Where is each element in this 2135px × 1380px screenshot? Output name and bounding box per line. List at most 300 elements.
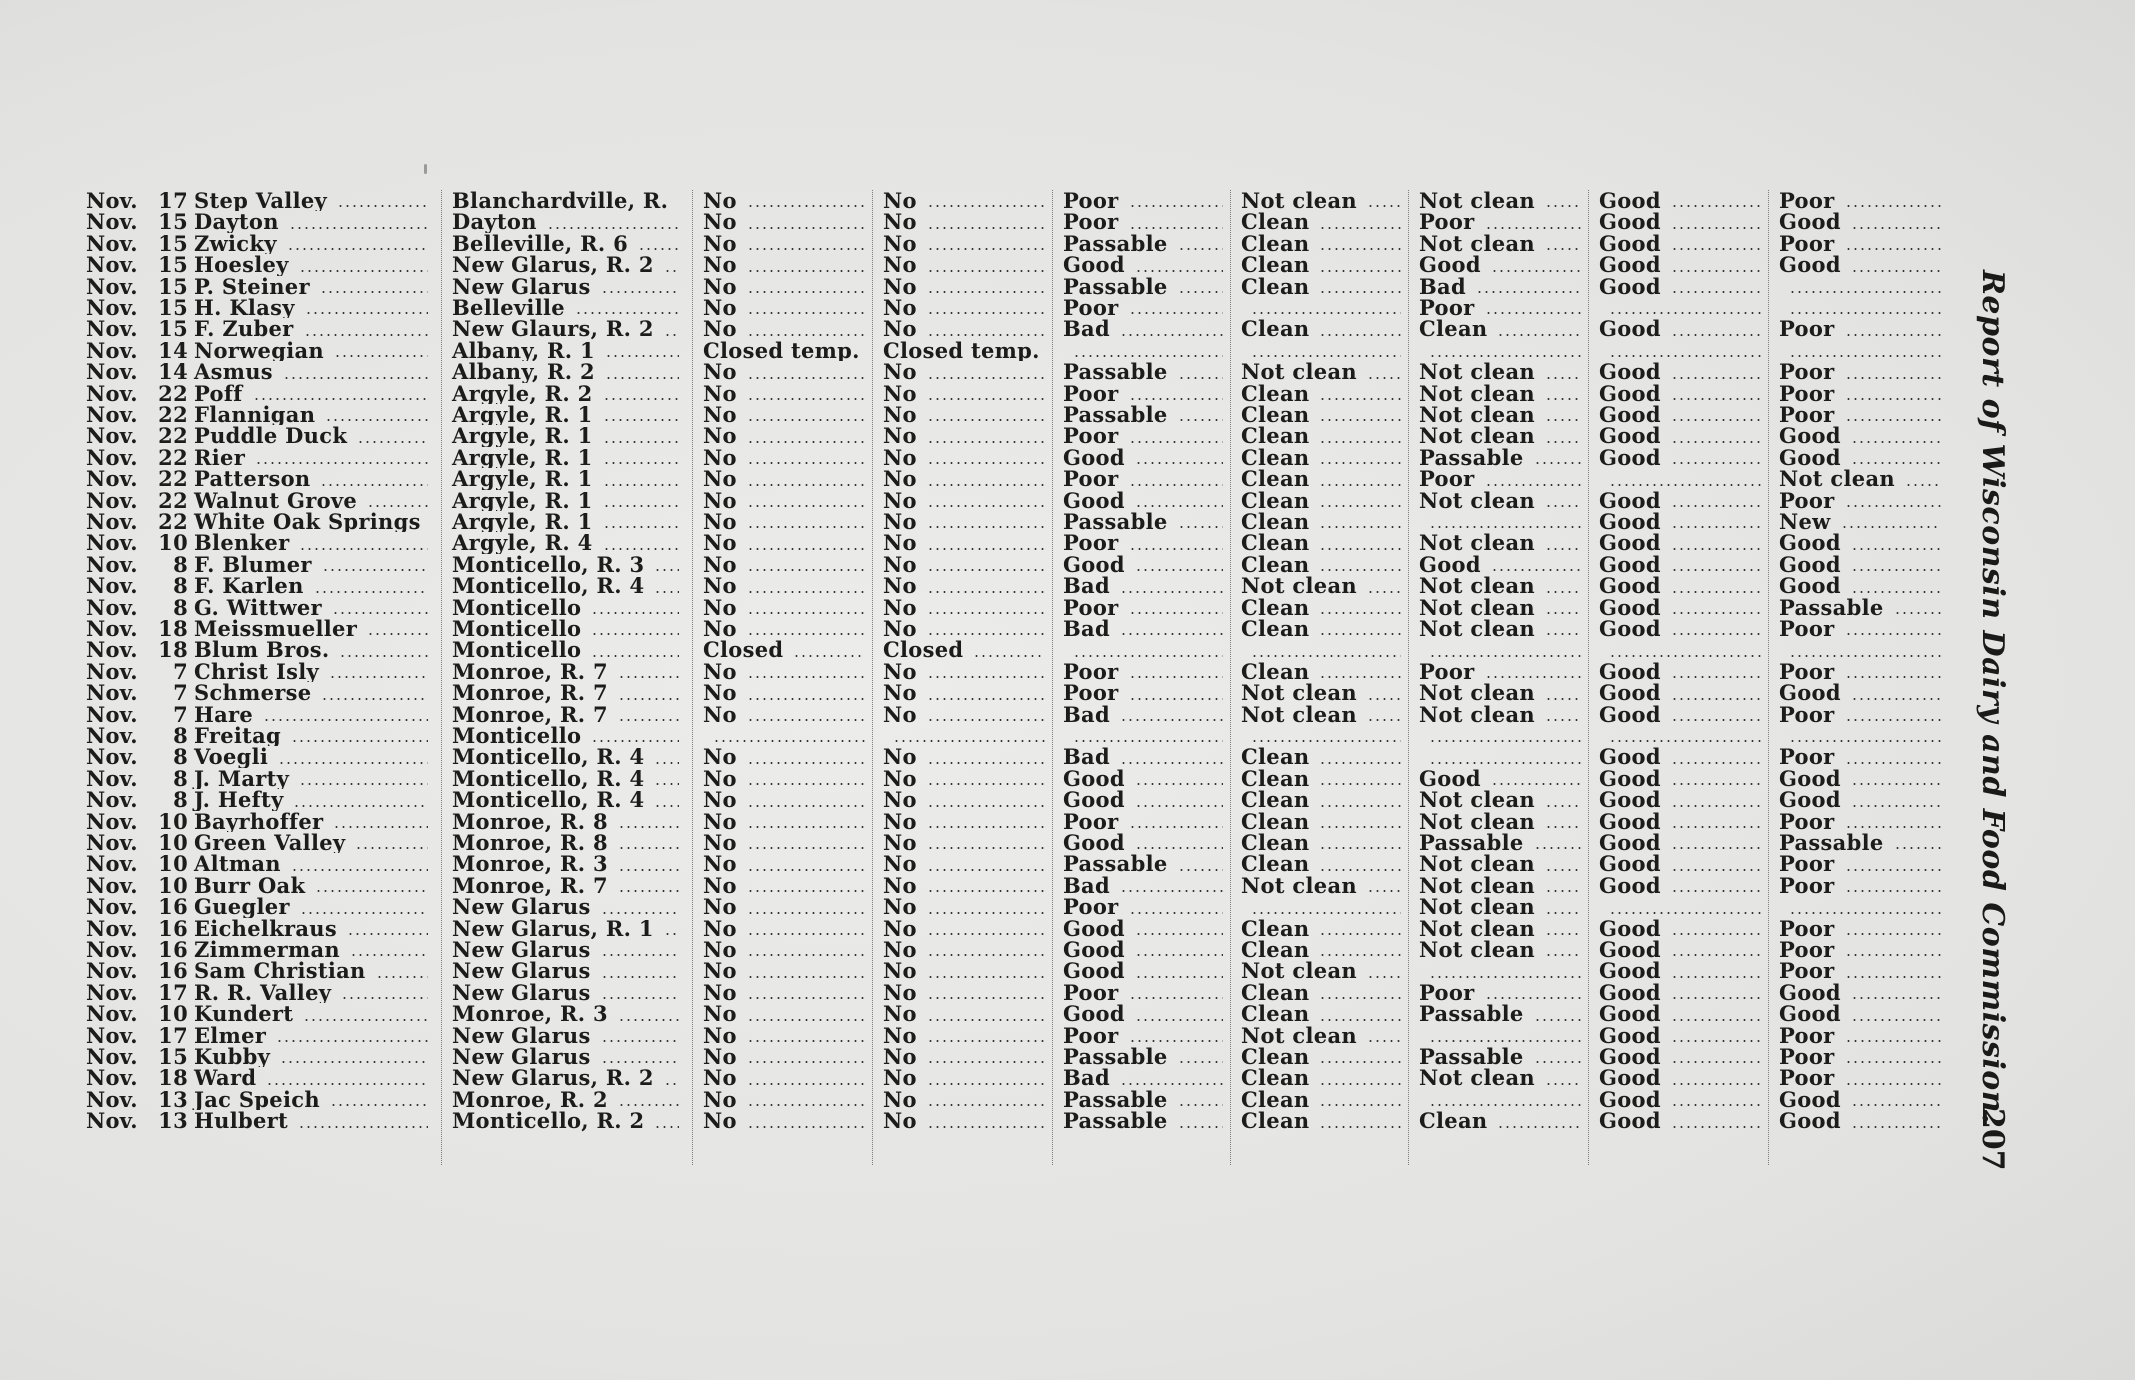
cell-text: Poor [1419,211,1475,233]
cell-location [442,875,687,896]
cell-text [1241,340,1245,361]
cell-location [442,468,687,489]
cell-text: Good [1599,361,1661,383]
cell-c8 [1589,896,1769,917]
cell-c5 [1053,361,1231,382]
cell-text: Argyle, R. 1 [452,404,593,426]
cell-c5 [1053,383,1231,404]
cell-text: Closed temp. [703,339,860,362]
cell-text: Argyle, R. 1 [452,425,593,447]
cell-text: No [883,532,917,554]
cell-text: Not clean [1419,596,1535,618]
cell-c9 [1769,254,1949,275]
cell-text: No [883,232,917,255]
cell-text [1599,725,1603,746]
month-label: Nov. [86,618,138,640]
cell-text: Poor [1779,874,1835,897]
day-label: 17 [158,981,188,1004]
cell-c3 [693,704,873,725]
cell-text: Poor [1779,618,1835,640]
cell-location [442,639,687,660]
cell-text: No [883,1067,917,1089]
day-label: 15 [158,211,188,233]
cell-c7 [1409,511,1589,532]
cell-text: Passable [1063,1088,1168,1111]
cell-text: No [883,810,917,832]
cell-c4 [873,340,1053,361]
cell-c3 [693,404,873,425]
cell-c4 [873,1110,1053,1131]
cell-text [1779,340,1783,361]
cell-c8 [1589,832,1769,853]
cell-c9 [1769,875,1949,896]
month-label: Nov. [86,190,138,212]
cell-text: Passable [1419,1003,1524,1025]
cell-c5 [1053,575,1231,596]
cell-text [1779,276,1783,297]
cell-c8 [1589,254,1769,275]
factory-name: Zimmerman [194,939,340,961]
factory-name: Walnut Grove [194,489,358,511]
cell-text: Good [1599,425,1661,447]
cell-text: Good [1599,232,1661,255]
cell-location [442,725,687,746]
cell-c8 [1589,875,1769,896]
cell-text: Poor [1063,896,1119,918]
day-label: 16 [158,896,188,918]
cell-text: Clean [1241,404,1310,426]
cell-location [442,746,687,767]
cell-text: No [703,682,737,704]
day-label: 15 [158,275,188,297]
cell-text: No [703,425,737,447]
column-c5 [1052,190,1231,1165]
cell-text: Good [1599,832,1661,854]
day-label: 18 [158,639,188,661]
cell-text: Argyle, R. 4 [452,532,593,554]
cell-c3 [693,768,873,789]
cell-c6 [1231,661,1409,682]
row-date-name [86,811,436,832]
cell-text [1419,1025,1423,1046]
cell-text: Monticello [452,596,582,618]
cell-c3 [693,297,873,318]
cell-text: Clean [1241,1110,1310,1132]
factory-name: Zwicky [194,232,277,255]
column-c9 [1768,190,1949,1165]
cell-c4 [873,682,1053,703]
cell-c3 [693,982,873,1003]
row-date-name [86,447,436,468]
month-label: Nov. [86,1067,138,1089]
row-date-name [86,425,436,446]
cell-text: Not clean [1419,425,1535,447]
row-date-name [86,939,436,960]
cell-c6 [1231,704,1409,725]
cell-c9 [1769,1003,1949,1024]
day-label: 8 [173,725,188,747]
cell-text: Passable [1419,1046,1524,1068]
cell-c3 [693,340,873,361]
cell-c8 [1589,789,1769,810]
cell-text [1599,297,1603,318]
cell-text: Good [1063,767,1125,790]
cell-text: No [883,489,917,511]
cell-text [1779,725,1783,746]
cell-text: New Glarus [452,275,591,297]
cell-text: Monroe, R. 7 [452,703,608,725]
cell-text: Good [1599,575,1661,597]
cell-text: Dayton [452,211,537,233]
cell-c5 [1053,190,1231,211]
cell-text: Good [1599,618,1661,640]
cell-text: No [883,425,917,447]
cell-c5 [1053,832,1231,853]
cell-c6 [1231,1110,1409,1131]
cell-text: Poor [1419,981,1475,1004]
month-label: Nov. [86,275,138,297]
cell-text: Good [1599,553,1661,576]
factory-name: Ward [194,1067,257,1089]
cell-c4 [873,789,1053,810]
cell-c7 [1409,211,1589,232]
cell-text: Good [1599,1003,1661,1025]
cell-c6 [1231,618,1409,639]
cell-text: New Glaurs, R. 2 [452,318,654,340]
cell-text: Not clean [1419,404,1535,426]
row-date-name [86,768,436,789]
cell-c4 [873,746,1053,767]
cell-text: No [703,810,737,832]
cell-text: Bad [1063,746,1110,768]
cell-text: No [703,361,737,383]
cell-text: No [883,767,917,790]
cell-c9 [1769,383,1949,404]
month-label: Nov. [86,660,138,683]
cell-c7 [1409,639,1589,660]
paper-smudge [424,164,427,174]
cell-text: Clean [1241,789,1310,811]
cell-text: No [703,1003,737,1025]
cell-c9 [1769,1110,1949,1131]
cell-text: Clean [1241,318,1310,340]
cell-text: No [703,1110,737,1132]
row-date-name [86,233,436,254]
day-label: 13 [158,1110,188,1132]
cell-text: Belleville [452,297,565,319]
cell-text: Passable [1779,596,1884,618]
cell-text: Clean [1241,767,1310,790]
cell-text: New Glarus, R. 2 [452,1067,654,1089]
cell-c5 [1053,1003,1231,1024]
cell-text: Good [1599,532,1661,554]
cell-c5 [1053,254,1231,275]
cell-c7 [1409,1089,1589,1110]
row-date-name [86,896,436,917]
cell-location [442,661,687,682]
cell-text: Good [1599,275,1661,297]
cell-text: Good [1599,1067,1661,1089]
cell-text: No [883,746,917,768]
cell-location [442,575,687,596]
cell-text: No [703,1046,737,1068]
cell-c8 [1589,918,1769,939]
cell-text: No [703,618,737,640]
cell-text: Poor [1779,703,1835,725]
cell-text: No [883,660,917,683]
cell-text: Not clean [1241,960,1357,982]
cell-text: Clean [1241,1088,1310,1111]
cell-c3 [693,575,873,596]
cell-c6 [1231,511,1409,532]
cell-text: Monticello, R. 4 [452,575,645,597]
cell-text: Good [1419,767,1481,790]
cell-c8 [1589,939,1769,960]
day-label: 8 [173,596,188,618]
cell-text: Good [1599,853,1661,875]
cell-c5 [1053,746,1231,767]
cell-c8 [1589,682,1769,703]
cell-c9 [1769,1067,1949,1088]
cell-text: Good [1419,254,1481,276]
cell-text: Poor [1063,682,1119,704]
cell-text: Poor [1779,853,1835,875]
cell-text: No [883,832,917,854]
cell-location [442,1067,687,1088]
cell-text: Passable [1063,853,1168,875]
cell-text: No [703,960,737,982]
cell-location [442,1003,687,1024]
cell-text: Albany, R. 1 [452,339,595,362]
cell-text: No [883,939,917,961]
cell-text: Clean [1241,532,1310,554]
day-label: 16 [158,917,188,939]
cell-text: Not clean [1419,874,1535,897]
cell-c6 [1231,811,1409,832]
cell-location [442,554,687,575]
cell-c9 [1769,918,1949,939]
cell-c3 [693,1110,873,1131]
cell-text: Poor [1063,981,1119,1004]
cell-c5 [1053,340,1231,361]
cell-c4 [873,832,1053,853]
cell-c4 [873,575,1053,596]
cell-text: Not clean [1419,682,1535,704]
month-label: Nov. [86,575,138,597]
row-date-name [86,725,436,746]
cell-text: No [703,853,737,875]
cell-text: Good [1779,425,1841,447]
cell-c9 [1769,404,1949,425]
cell-text: Good [1063,832,1125,854]
cell-text: New Glarus [452,939,591,961]
cell-text: Poor [1063,596,1119,618]
cell-c8 [1589,704,1769,725]
cell-text: Monticello, R. 2 [452,1110,645,1132]
cell-text: Good [1599,211,1661,233]
cell-c7 [1409,1025,1589,1046]
factory-name: G. Wittwer [194,596,322,618]
cell-text: Poor [1779,1024,1835,1046]
cell-c8 [1589,575,1769,596]
factory-name: Guegler [194,896,290,918]
day-label: 8 [173,553,188,576]
month-label: Nov. [86,832,138,854]
factory-name: Jac Speich [194,1088,320,1111]
cell-c5 [1053,811,1231,832]
day-label: 15 [158,297,188,319]
cell-text: No [703,489,737,511]
month-label: Nov. [86,489,138,511]
day-label: 14 [158,361,188,383]
cell-c5 [1053,682,1231,703]
cell-c6 [1231,1003,1409,1024]
cell-text: Clean [1241,618,1310,640]
cell-text: Clean [1241,446,1310,469]
factory-name: Blenker [194,532,290,554]
cell-text: Good [1599,682,1661,704]
cell-c8 [1589,960,1769,981]
day-label: 14 [158,339,188,362]
cell-c7 [1409,254,1589,275]
cell-location [442,297,687,318]
cell-text: Not clean [1419,853,1535,875]
cell-c9 [1769,661,1949,682]
cell-location [442,532,687,553]
cell-text: No [883,682,917,704]
cell-c8 [1589,853,1769,874]
row-date-name [86,511,436,532]
cell-c8 [1589,618,1769,639]
cell-text: Good [1599,489,1661,511]
cell-c4 [873,768,1053,789]
factory-name: White Oak Springs [194,511,421,533]
cell-text: Poor [1063,297,1119,319]
cell-c9 [1769,425,1949,446]
day-label: 22 [158,382,188,404]
cell-location [442,383,687,404]
cell-text: Monroe, R. 8 [452,832,608,854]
cell-text: Clean [1241,939,1310,961]
cell-c3 [693,211,873,232]
cell-c4 [873,211,1053,232]
cell-text: Not clean [1419,361,1535,383]
cell-c6 [1231,575,1409,596]
cell-text: Not clean [1419,190,1535,212]
month-label: Nov. [86,703,138,725]
cell-c4 [873,425,1053,446]
cell-c4 [873,490,1053,511]
cell-c4 [873,383,1053,404]
cell-text: Good [1063,446,1125,469]
factory-name: Dayton [194,211,279,233]
cell-c9 [1769,447,1949,468]
cell-c5 [1053,918,1231,939]
cell-text: No [883,446,917,469]
factory-name: Bayrhoffer [194,810,324,832]
cell-c7 [1409,918,1589,939]
cell-c3 [693,853,873,874]
cell-text: No [703,896,737,918]
column-c6 [1230,190,1409,1165]
cell-text: Poor [1063,532,1119,554]
cell-text: No [883,382,917,404]
cell-c8 [1589,190,1769,211]
cell-c5 [1053,532,1231,553]
cell-text: Clean [1241,596,1310,618]
cell-c8 [1589,661,1769,682]
cell-text: No [703,190,737,212]
cell-text: Monticello [452,639,582,661]
row-date-name [86,254,436,275]
cell-text [1419,340,1423,361]
row-date-name [86,789,436,810]
cell-text: No [703,660,737,683]
cell-c9 [1769,939,1949,960]
factory-name: J. Marty [194,767,290,790]
cell-c7 [1409,361,1589,382]
month-label: Nov. [86,939,138,961]
cell-c7 [1409,190,1589,211]
day-label: 15 [158,318,188,340]
row-date-name [86,276,436,297]
cell-text: Not clean [1419,917,1535,939]
day-label: 16 [158,960,188,982]
cell-c7 [1409,1110,1589,1131]
cell-c3 [693,554,873,575]
day-label: 8 [173,575,188,597]
factory-name: Eichelkraus [194,917,337,939]
cell-text: Clean [1241,660,1310,683]
cell-c9 [1769,1089,1949,1110]
month-label: Nov. [86,960,138,982]
cell-c4 [873,254,1053,275]
day-label: 13 [158,1088,188,1111]
cell-location [442,982,687,1003]
cell-c8 [1589,361,1769,382]
cell-c4 [873,704,1053,725]
cell-c9 [1769,811,1949,832]
cell-c7 [1409,725,1589,746]
factory-name: Puddle Duck [194,425,348,447]
month-label: Nov. [86,1003,138,1025]
cell-c3 [693,725,873,746]
row-date-name [86,1025,436,1046]
day-label: 8 [173,767,188,790]
cell-c9 [1769,233,1949,254]
cell-c7 [1409,896,1589,917]
cell-text: Poor [1063,1024,1119,1046]
cell-c3 [693,425,873,446]
cell-text: Good [1599,190,1661,212]
cell-location [442,1046,687,1067]
month-label: Nov. [86,297,138,319]
cell-text: Bad [1063,618,1110,640]
cell-c6 [1231,746,1409,767]
cell-text: No [883,361,917,383]
cell-c5 [1053,639,1231,660]
cell-c6 [1231,982,1409,1003]
day-label: 15 [158,1046,188,1068]
cell-text: No [703,404,737,426]
column-c8 [1588,190,1769,1165]
cell-text: Poor [1779,232,1835,255]
cell-text: No [703,575,737,597]
cell-text: Monroe, R. 3 [452,1003,608,1025]
cell-text: Argyle, R. 1 [452,511,593,533]
cell-text: Passable [1063,511,1168,533]
cell-c4 [873,918,1053,939]
